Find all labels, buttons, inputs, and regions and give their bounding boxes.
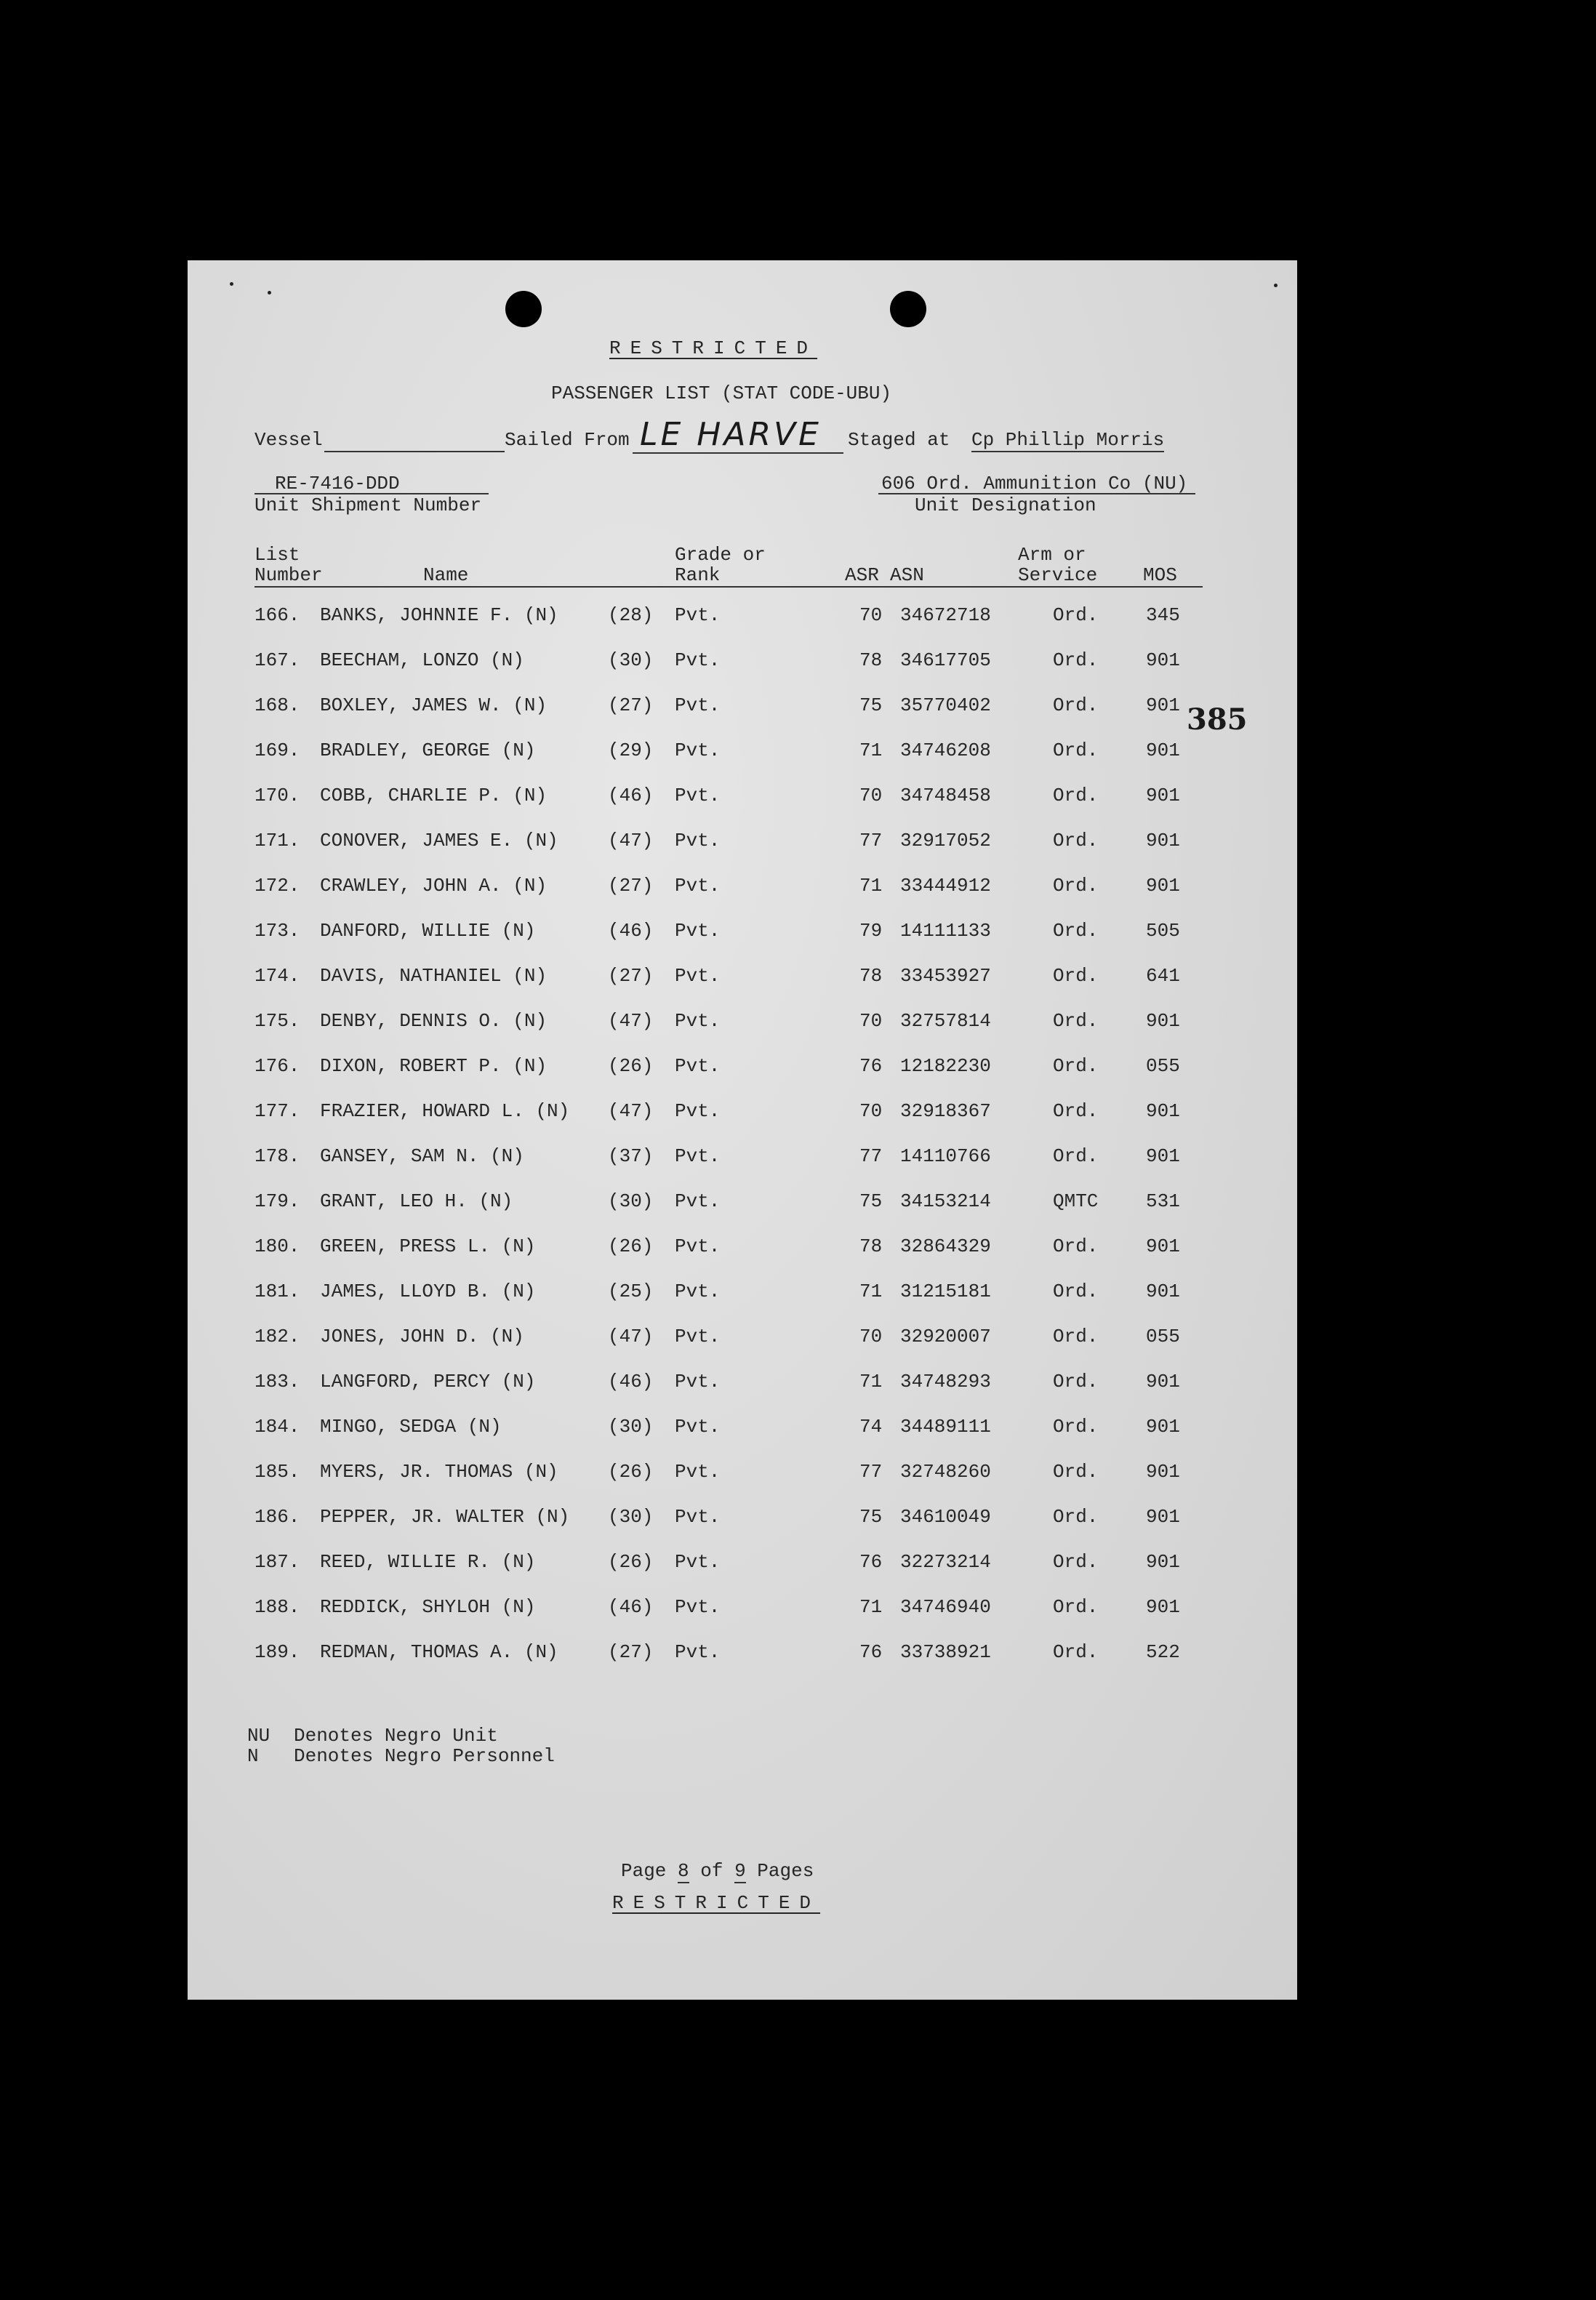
passenger-rank: Pvt. [675, 1596, 721, 1618]
passenger-asr: 71 [859, 1281, 883, 1302]
table-row [188, 1460, 1297, 1483]
passenger-age: (26) [608, 1235, 654, 1257]
list-number: 174. [254, 965, 300, 987]
passenger-asr: 71 [859, 875, 883, 897]
passenger-rank: Pvt. [675, 1461, 721, 1483]
passenger-arm: Ord. [1053, 1506, 1099, 1528]
table-row [188, 1595, 1297, 1619]
table-row [188, 784, 1297, 807]
passenger-name: BRADLEY, GEORGE (N) [320, 740, 536, 761]
sailed-from-label: Sailed From [505, 429, 630, 451]
passenger-name: PEPPER, JR. WALTER (N) [320, 1506, 570, 1528]
passenger-rank: Pvt. [675, 1281, 721, 1302]
table-row [188, 1099, 1297, 1123]
passenger-age: (46) [608, 785, 654, 806]
passenger-asr: 71 [859, 1371, 883, 1393]
passenger-rank: Pvt. [675, 965, 721, 987]
passenger-age: (47) [608, 1326, 654, 1347]
document-page [188, 260, 1297, 2000]
passenger-arm: Ord. [1053, 740, 1099, 761]
paper-speck [268, 291, 271, 294]
passenger-asn: 14110766 [900, 1145, 991, 1167]
passenger-name: REED, WILLIE R. (N) [320, 1551, 536, 1573]
vessel-label: Vessel [254, 429, 323, 451]
passenger-arm: Ord. [1053, 830, 1099, 852]
passenger-arm: Ord. [1053, 965, 1099, 987]
table-row [188, 1235, 1297, 1258]
passenger-age: (25) [608, 1281, 654, 1302]
passenger-age: (46) [608, 1596, 654, 1618]
list-number: 167. [254, 649, 300, 671]
table-row [188, 739, 1297, 762]
passenger-name: GREEN, PRESS L. (N) [320, 1235, 536, 1257]
column-header-asn: ASN [890, 564, 924, 586]
passenger-rank: Pvt. [675, 1010, 721, 1032]
passenger-arm: Ord. [1053, 785, 1099, 806]
list-number: 170. [254, 785, 300, 806]
passenger-asn: 14111133 [900, 920, 991, 942]
passenger-name: MINGO, SEDGA (N) [320, 1416, 502, 1438]
passenger-age: (46) [608, 920, 654, 942]
passenger-asr: 77 [859, 1461, 883, 1483]
passenger-arm: Ord. [1053, 1551, 1099, 1573]
passenger-mos: 901 [1146, 830, 1180, 852]
passenger-name: MYERS, JR. THOMAS (N) [320, 1461, 558, 1483]
margin-page-number: 385 [1187, 702, 1248, 737]
passenger-mos: 901 [1146, 875, 1180, 897]
passenger-asr: 70 [859, 1326, 883, 1347]
staged-at-value: Cp Phillip Morris [971, 429, 1165, 451]
passenger-asn: 33738921 [900, 1641, 991, 1663]
passenger-mos: 505 [1146, 920, 1180, 942]
passenger-asr: 76 [859, 1551, 883, 1573]
passenger-name: COBB, CHARLIE P. (N) [320, 785, 548, 806]
passenger-asn: 34617705 [900, 649, 991, 671]
passenger-asr: 76 [859, 1641, 883, 1663]
passenger-asr: 77 [859, 1145, 883, 1167]
passenger-arm: Ord. [1053, 1641, 1099, 1663]
passenger-asr: 78 [859, 649, 883, 671]
unit-shipment-number-label: Unit Shipment Number [254, 494, 482, 516]
table-row [188, 874, 1297, 897]
restricted-footer: RESTRICTED [612, 1892, 821, 1914]
passenger-arm: Ord. [1053, 1100, 1099, 1122]
passenger-asr: 70 [859, 1100, 883, 1122]
restricted-header: RESTRICTED [609, 337, 818, 359]
passenger-age: (27) [608, 965, 654, 987]
vessel-blank-field [324, 451, 505, 452]
table-row [188, 1370, 1297, 1393]
list-number: 175. [254, 1010, 300, 1032]
passenger-rank: Pvt. [675, 604, 721, 626]
passenger-rank: Pvt. [675, 1235, 721, 1257]
passenger-arm: Ord. [1053, 1416, 1099, 1438]
legend-n-text: Denotes Negro Personnel [294, 1745, 555, 1767]
passenger-rank: Pvt. [675, 1416, 721, 1438]
passenger-asn: 34672718 [900, 604, 991, 626]
passenger-age: (30) [608, 1416, 654, 1438]
legend-nu-text: Denotes Negro Unit [294, 1725, 498, 1747]
passenger-mos: 901 [1146, 1461, 1180, 1483]
column-header-rank: Rank [675, 564, 721, 586]
table-row [188, 604, 1297, 627]
passenger-arm: QMTC [1053, 1190, 1099, 1212]
passenger-asr: 71 [859, 740, 883, 761]
passenger-mos: 901 [1146, 1235, 1180, 1257]
passenger-asn: 33453927 [900, 965, 991, 987]
table-row [188, 829, 1297, 852]
passenger-name: BOXLEY, JAMES W. (N) [320, 694, 548, 716]
passenger-asn: 32864329 [900, 1235, 991, 1257]
passenger-asr: 75 [859, 1506, 883, 1528]
passenger-arm: Ord. [1053, 920, 1099, 942]
passenger-age: (29) [608, 740, 654, 761]
passenger-age: (27) [608, 694, 654, 716]
passenger-mos: 901 [1146, 785, 1180, 806]
passenger-name: CRAWLEY, JOHN A. (N) [320, 875, 548, 897]
passenger-name: DAVIS, NATHANIEL (N) [320, 965, 548, 987]
list-number: 172. [254, 875, 300, 897]
passenger-name: DIXON, ROBERT P. (N) [320, 1055, 548, 1077]
passenger-arm: Ord. [1053, 694, 1099, 716]
passenger-arm: Ord. [1053, 1461, 1099, 1483]
column-header-name: Name [423, 564, 469, 586]
list-number: 189. [254, 1641, 300, 1663]
table-row [188, 1009, 1297, 1033]
passenger-age: (47) [608, 1100, 654, 1122]
passenger-rank: Pvt. [675, 1371, 721, 1393]
passenger-age: (27) [608, 1641, 654, 1663]
passenger-age: (46) [608, 1371, 654, 1393]
passenger-name: GRANT, LEO H. (N) [320, 1190, 513, 1212]
passenger-arm: Ord. [1053, 1326, 1099, 1347]
list-number: 186. [254, 1506, 300, 1528]
passenger-age: (30) [608, 1506, 654, 1528]
passenger-rank: Pvt. [675, 1641, 721, 1663]
passenger-age: (37) [608, 1145, 654, 1167]
table-row [188, 1145, 1297, 1168]
page-total: 9 [734, 1860, 746, 1882]
passenger-mos: 901 [1146, 1551, 1180, 1573]
list-number: 166. [254, 604, 300, 626]
passenger-asn: 34746208 [900, 740, 991, 761]
passenger-arm: Ord. [1053, 604, 1099, 626]
passenger-age: (47) [608, 1010, 654, 1032]
passenger-asn: 32757814 [900, 1010, 991, 1032]
passenger-asr: 75 [859, 1190, 883, 1212]
punch-hole-right [890, 291, 926, 327]
passenger-rank: Pvt. [675, 1326, 721, 1347]
list-number: 180. [254, 1235, 300, 1257]
passenger-age: (30) [608, 1190, 654, 1212]
passenger-name: JAMES, LLOYD B. (N) [320, 1281, 536, 1302]
document-title: PASSENGER LIST (STAT CODE-UBU) [551, 382, 892, 404]
passenger-asr: 79 [859, 920, 883, 942]
passenger-mos: 901 [1146, 1596, 1180, 1618]
table-row [188, 1640, 1297, 1664]
punch-hole-left [505, 291, 542, 327]
passenger-rank: Pvt. [675, 1506, 721, 1528]
passenger-mos: 901 [1146, 740, 1180, 761]
passenger-arm: Ord. [1053, 1281, 1099, 1302]
page-indicator: Page 8 of 9 Pages [621, 1860, 814, 1882]
passenger-name: FRAZIER, HOWARD L. (N) [320, 1100, 570, 1122]
passenger-mos: 641 [1146, 965, 1180, 987]
passenger-asr: 70 [859, 604, 883, 626]
table-row [188, 1054, 1297, 1078]
table-row [188, 649, 1297, 672]
table-row [188, 1505, 1297, 1528]
list-number: 182. [254, 1326, 300, 1347]
passenger-arm: Ord. [1053, 649, 1099, 671]
passenger-asn: 32920007 [900, 1326, 991, 1347]
passenger-asn: 33444912 [900, 875, 991, 897]
passenger-asr: 76 [859, 1055, 883, 1077]
passenger-asr: 70 [859, 1010, 883, 1032]
list-number: 183. [254, 1371, 300, 1393]
passenger-asn: 35770402 [900, 694, 991, 716]
passenger-asn: 34748293 [900, 1371, 991, 1393]
passenger-age: (26) [608, 1551, 654, 1573]
passenger-asn: 34610049 [900, 1506, 991, 1528]
passenger-arm: Ord. [1053, 1596, 1099, 1618]
passenger-rank: Pvt. [675, 920, 721, 942]
passenger-rank: Pvt. [675, 1190, 721, 1212]
passenger-name: REDMAN, THOMAS A. (N) [320, 1641, 558, 1663]
passenger-asn: 34489111 [900, 1416, 991, 1438]
passenger-mos: 055 [1146, 1055, 1180, 1077]
passenger-asn: 32917052 [900, 830, 991, 852]
passenger-arm: Ord. [1053, 1371, 1099, 1393]
passenger-rank: Pvt. [675, 830, 721, 852]
passenger-asr: 74 [859, 1416, 883, 1438]
passenger-age: (47) [608, 830, 654, 852]
column-header-arm: Arm or [1018, 544, 1086, 566]
unit-designation-label: Unit Designation [915, 494, 1096, 516]
legend-n-code: N [247, 1745, 259, 1767]
passenger-mos: 901 [1146, 1416, 1180, 1438]
passenger-mos: 345 [1146, 604, 1180, 626]
column-header-grade: Grade or [675, 544, 766, 566]
passenger-name: BANKS, JOHNNIE F. (N) [320, 604, 558, 626]
unit-designation-value: 606 Ord. Ammunition Co (NU) [881, 473, 1188, 494]
list-number: 188. [254, 1596, 300, 1618]
list-number: 179. [254, 1190, 300, 1212]
passenger-age: (28) [608, 604, 654, 626]
staged-at-label: Staged at [848, 429, 950, 451]
list-number: 181. [254, 1281, 300, 1302]
table-row [188, 919, 1297, 942]
passenger-mos: 901 [1146, 1371, 1180, 1393]
list-number: 187. [254, 1551, 300, 1573]
column-header-rule [254, 586, 1203, 588]
page-current: 8 [678, 1860, 689, 1882]
passenger-name: DANFORD, WILLIE (N) [320, 920, 536, 942]
passenger-age: (27) [608, 875, 654, 897]
list-number: 168. [254, 694, 300, 716]
column-header-service: Service [1018, 564, 1098, 586]
passenger-mos: 522 [1146, 1641, 1180, 1663]
unit-shipment-number-value: RE-7416-DDD [275, 473, 400, 494]
passenger-mos: 901 [1146, 1281, 1180, 1302]
passenger-rank: Pvt. [675, 740, 721, 761]
passenger-asr: 75 [859, 694, 883, 716]
passenger-asn: 12182230 [900, 1055, 991, 1077]
passenger-mos: 901 [1146, 1506, 1180, 1528]
passenger-rank: Pvt. [675, 1551, 721, 1573]
passenger-name: LANGFORD, PERCY (N) [320, 1371, 536, 1393]
list-number: 171. [254, 830, 300, 852]
passenger-rank: Pvt. [675, 1100, 721, 1122]
passenger-age: (30) [608, 649, 654, 671]
table-row [188, 694, 1297, 717]
paper-speck [230, 282, 233, 286]
passenger-mos: 901 [1146, 1100, 1180, 1122]
passenger-mos: 901 [1146, 1145, 1180, 1167]
column-header-number: Number [254, 564, 323, 586]
passenger-asr: 70 [859, 785, 883, 806]
passenger-asn: 31215181 [900, 1281, 991, 1302]
passenger-asr: 78 [859, 965, 883, 987]
passenger-arm: Ord. [1053, 1010, 1099, 1032]
passenger-mos: 901 [1146, 649, 1180, 671]
passenger-asn: 32748260 [900, 1461, 991, 1483]
passenger-asr: 71 [859, 1596, 883, 1618]
table-row [188, 1415, 1297, 1438]
passenger-age: (26) [608, 1055, 654, 1077]
table-row [188, 1190, 1297, 1213]
passenger-arm: Ord. [1053, 1235, 1099, 1257]
passenger-name: REDDICK, SHYLOH (N) [320, 1596, 536, 1618]
list-number: 177. [254, 1100, 300, 1122]
table-row [188, 1280, 1297, 1303]
passenger-asn: 32273214 [900, 1551, 991, 1573]
passenger-rank: Pvt. [675, 1145, 721, 1167]
column-header-mos: MOS [1143, 564, 1177, 586]
passenger-asr: 78 [859, 1235, 883, 1257]
passenger-arm: Ord. [1053, 1145, 1099, 1167]
column-header-list: List [254, 544, 300, 566]
passenger-asn: 34746940 [900, 1596, 991, 1618]
list-number: 185. [254, 1461, 300, 1483]
table-row [188, 1550, 1297, 1574]
table-row [188, 1325, 1297, 1348]
passenger-mos: 901 [1146, 1010, 1180, 1032]
legend-nu-code: NU [247, 1725, 270, 1747]
passenger-name: GANSEY, SAM N. (N) [320, 1145, 524, 1167]
passenger-rank: Pvt. [675, 1055, 721, 1077]
list-number: 184. [254, 1416, 300, 1438]
sailed-from-value: LE HARVE [633, 416, 843, 454]
passenger-mos: 055 [1146, 1326, 1180, 1347]
passenger-age: (26) [608, 1461, 654, 1483]
passenger-name: DENBY, DENNIS O. (N) [320, 1010, 548, 1032]
passenger-arm: Ord. [1053, 875, 1099, 897]
list-number: 176. [254, 1055, 300, 1077]
list-number: 169. [254, 740, 300, 761]
passenger-asn: 32918367 [900, 1100, 991, 1122]
paper-speck [1274, 284, 1278, 287]
passenger-rank: Pvt. [675, 649, 721, 671]
passenger-asr: 77 [859, 830, 883, 852]
passenger-rank: Pvt. [675, 875, 721, 897]
column-header-asr: ASR [845, 564, 879, 586]
passenger-asn: 34153214 [900, 1190, 991, 1212]
passenger-name: CONOVER, JAMES E. (N) [320, 830, 558, 852]
table-row [188, 964, 1297, 987]
passenger-mos: 531 [1146, 1190, 1180, 1212]
passenger-rank: Pvt. [675, 785, 721, 806]
passenger-arm: Ord. [1053, 1055, 1099, 1077]
passenger-asn: 34748458 [900, 785, 991, 806]
passenger-name: JONES, JOHN D. (N) [320, 1326, 524, 1347]
passenger-name: BEECHAM, LONZO (N) [320, 649, 524, 671]
passenger-mos: 901 [1146, 694, 1180, 716]
passenger-rank: Pvt. [675, 694, 721, 716]
list-number: 173. [254, 920, 300, 942]
list-number: 178. [254, 1145, 300, 1167]
